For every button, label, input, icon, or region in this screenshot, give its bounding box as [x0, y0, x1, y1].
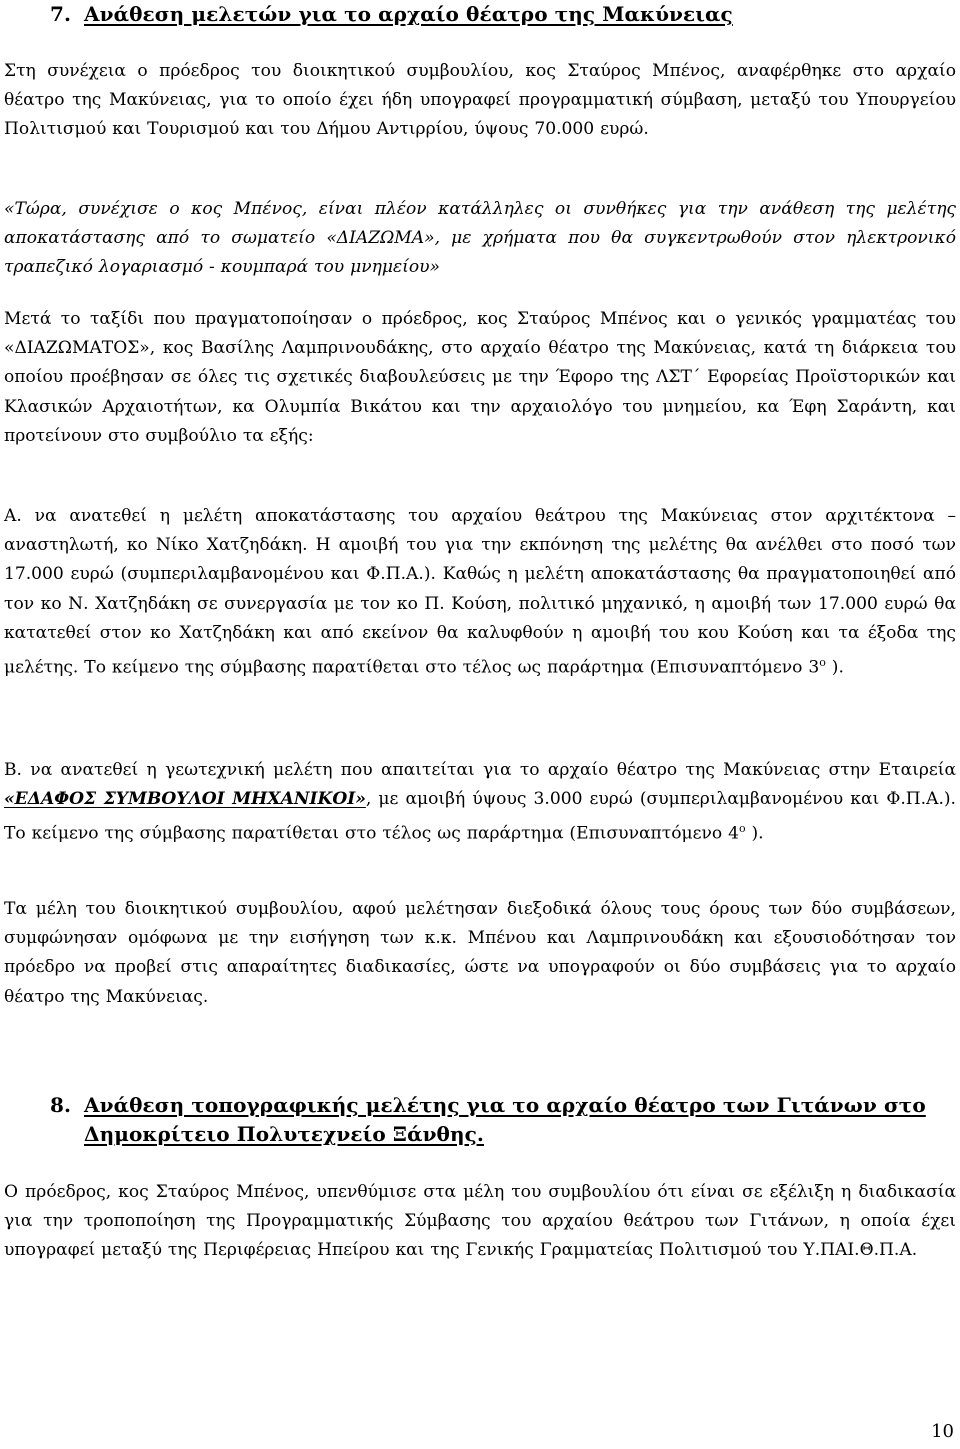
section-8-heading	[4, 1091, 956, 1149]
paragraph-trip: Μετά το ταξίδι που πραγματοποίησαν ο πρόεδρος, κος Σταύρος Μπένος και ο γενικός γραμματέας του «ΔΙΑΖΩΜΑΤΟΣ», κος Βασίλης Λαμπρινουδάκης, στο αρχαίο θέατρο της Μακύνειας, κατά τη διάρκεια του οποίου προέβησαν σε όλες τις σχετικές διαβουλεύσεις με την Έφορο της ΛΣΤ΄ Εφορείας Προϊστορικών και Κλασικών Αρχαιοτήτων, κα Ολυμπία Βικάτου και την αρχαιολόγο του μνημείου, κα Έφη Σαράντη, και προτείνουν στο συμβούλιο τα εξής:	[4, 309, 956, 446]
section-7-heading	[4, 0, 956, 29]
item-b-text-1: Β. να ανατεθεί η γεωτεχνική μελέτη που απαιτείται για το αρχαίο θέατρο της Μακύνειας στην Εταιρεία	[4, 760, 956, 780]
quote-opening: «Τώρα, συνέχισε ο κος Μπένος,	[4, 199, 319, 219]
item-b-text-2: , με αμοιβή ύψους 3.000 ευρώ (συμπεριλαμβανομένου και Φ.Π.Α.). Το κείμενο της σύμβασης παρατίθεται στο τέλος ως παράρτημα (Επισυναπτόμενο 4	[4, 789, 956, 845]
item-b-paragraph	[4, 756, 956, 849]
item-b-end: ).	[745, 824, 764, 845]
quote-body: είναι πλέον κατάλληλες οι συνθήκες για την ανάθεση της μελέτης αποκατάστασης από το σωματείο «ΔΙΑΖΩΜΑ», με χρήματα που θα συγκεντρωθούν στον ηλεκτρονικό τραπεζικό λογαριασμό - κουμπαρά του μνημείου»	[4, 199, 957, 278]
section-8-number: 8.	[50, 1093, 72, 1117]
item-a-end: ).	[825, 657, 844, 678]
paragraph-intro: Στη συνέχεια ο πρόεδρος του διοικητικού συμβουλίου, κος Σταύρος Μπένος, αναφέρθηκε στο αρχαίο θέατρο της Μακύνειας, για το οποίο έχει ήδη υπογραφεί προγραμματική σύμβαση, μεταξύ του Υπουργείου Πολιτισμού και Τουρισμού και του Δήμου Αντιρρίου, ύψους 70.000 ευρώ.	[4, 61, 956, 140]
item-b-company: «ΕΔΑΦΟΣ ΣΥΜΒΟΥΛΟΙ ΜΗΧΑΝΙΚΟΙ»	[4, 789, 366, 810]
quote-paragraph	[4, 195, 956, 283]
section-8-title-2: Δημοκρίτειο Πολυτεχνείο Ξάνθης.	[84, 1122, 484, 1146]
page-number: 10	[931, 1421, 954, 1442]
item-b-superscript: ο	[738, 822, 746, 836]
paragraph-gitana: Ο πρόεδρος, κος Σταύρος Μπένος, υπενθύμισε στα μέλη του συμβουλίου ότι είναι σε εξέλιξη η διαδικασία για την τροποποίηση της Προγραμματικής Σύμβασης του αρχαίου θεάτρου των Γιτάνων, η οποία έχει υπογραφεί μεταξύ της Περιφέρειας Ηπείρου και της Γενικής Γραμματείας Πολιτισμού του Υ.ΠΑΙ.Θ.Π.Α.	[4, 1182, 956, 1261]
section-8-title-line-2	[4, 1120, 956, 1149]
section-8-title-1: Ανάθεση τοπογραφικής μελέτης για το αρχαίο θέατρο των Γιτάνων στο	[84, 1093, 926, 1117]
paragraph-board-decision: Τα μέλη του διοικητικού συμβουλίου, αφού μελέτησαν διεξοδικά όλους τους όρους των δύο συμβάσεων, συμφώνησαν ομόφωνα με την εισήγηση των κ.κ. Μπένου και Λαμπρινουδάκη και εξουσιοδότησαν τον πρόεδρο να προβεί στις απαραίτητες διαδικασίες, ώστε να υπογραφούν οι δύο συμβάσεις για το αρχαίο θέατρο της Μακύνειας.	[4, 899, 956, 1007]
item-a-superscript: ο	[819, 656, 826, 670]
section-7-number: 7.	[50, 2, 72, 26]
item-a-paragraph	[4, 502, 956, 683]
item-a-text: Α. να ανατεθεί η μελέτη αποκατάστασης του αρχαίου θεάτρου της Μακύνειας στον αρχιτέκτονα – αναστηλωτή, κο Νίκο Χατζηδάκη. Η αμοιβή του για την εκπόνηση της μελέτης θα ανέλθει στο ποσό των 17.000 ευρώ (συμπεριλαμβανομένου και Φ.Π.Α.). Καθώς η μελέτη αποκατάστασης θα πραγματοποιηθεί από τον κο Ν. Χατζηδάκη σε συνεργασία με τον κο Π. Κούση, πολιτικό μηχανικό, η αμοιβή των 17.000 ευρώ θα κατατεθεί στον κο Χατζηδάκη και από εκείνον θα καλυφθούν η αμοιβή του κου Κούση και τα έξοδα της μελέτης. Το κείμενο της σύμβασης παρατίθεται στο τέλος ως παράρτημα (Επισυναπτόμενο 3	[4, 506, 956, 678]
section-7-title: Ανάθεση μελετών για το αρχαίο θέατρο της Μακύνειας	[84, 2, 733, 26]
section-8-title-line-1	[4, 1091, 956, 1120]
